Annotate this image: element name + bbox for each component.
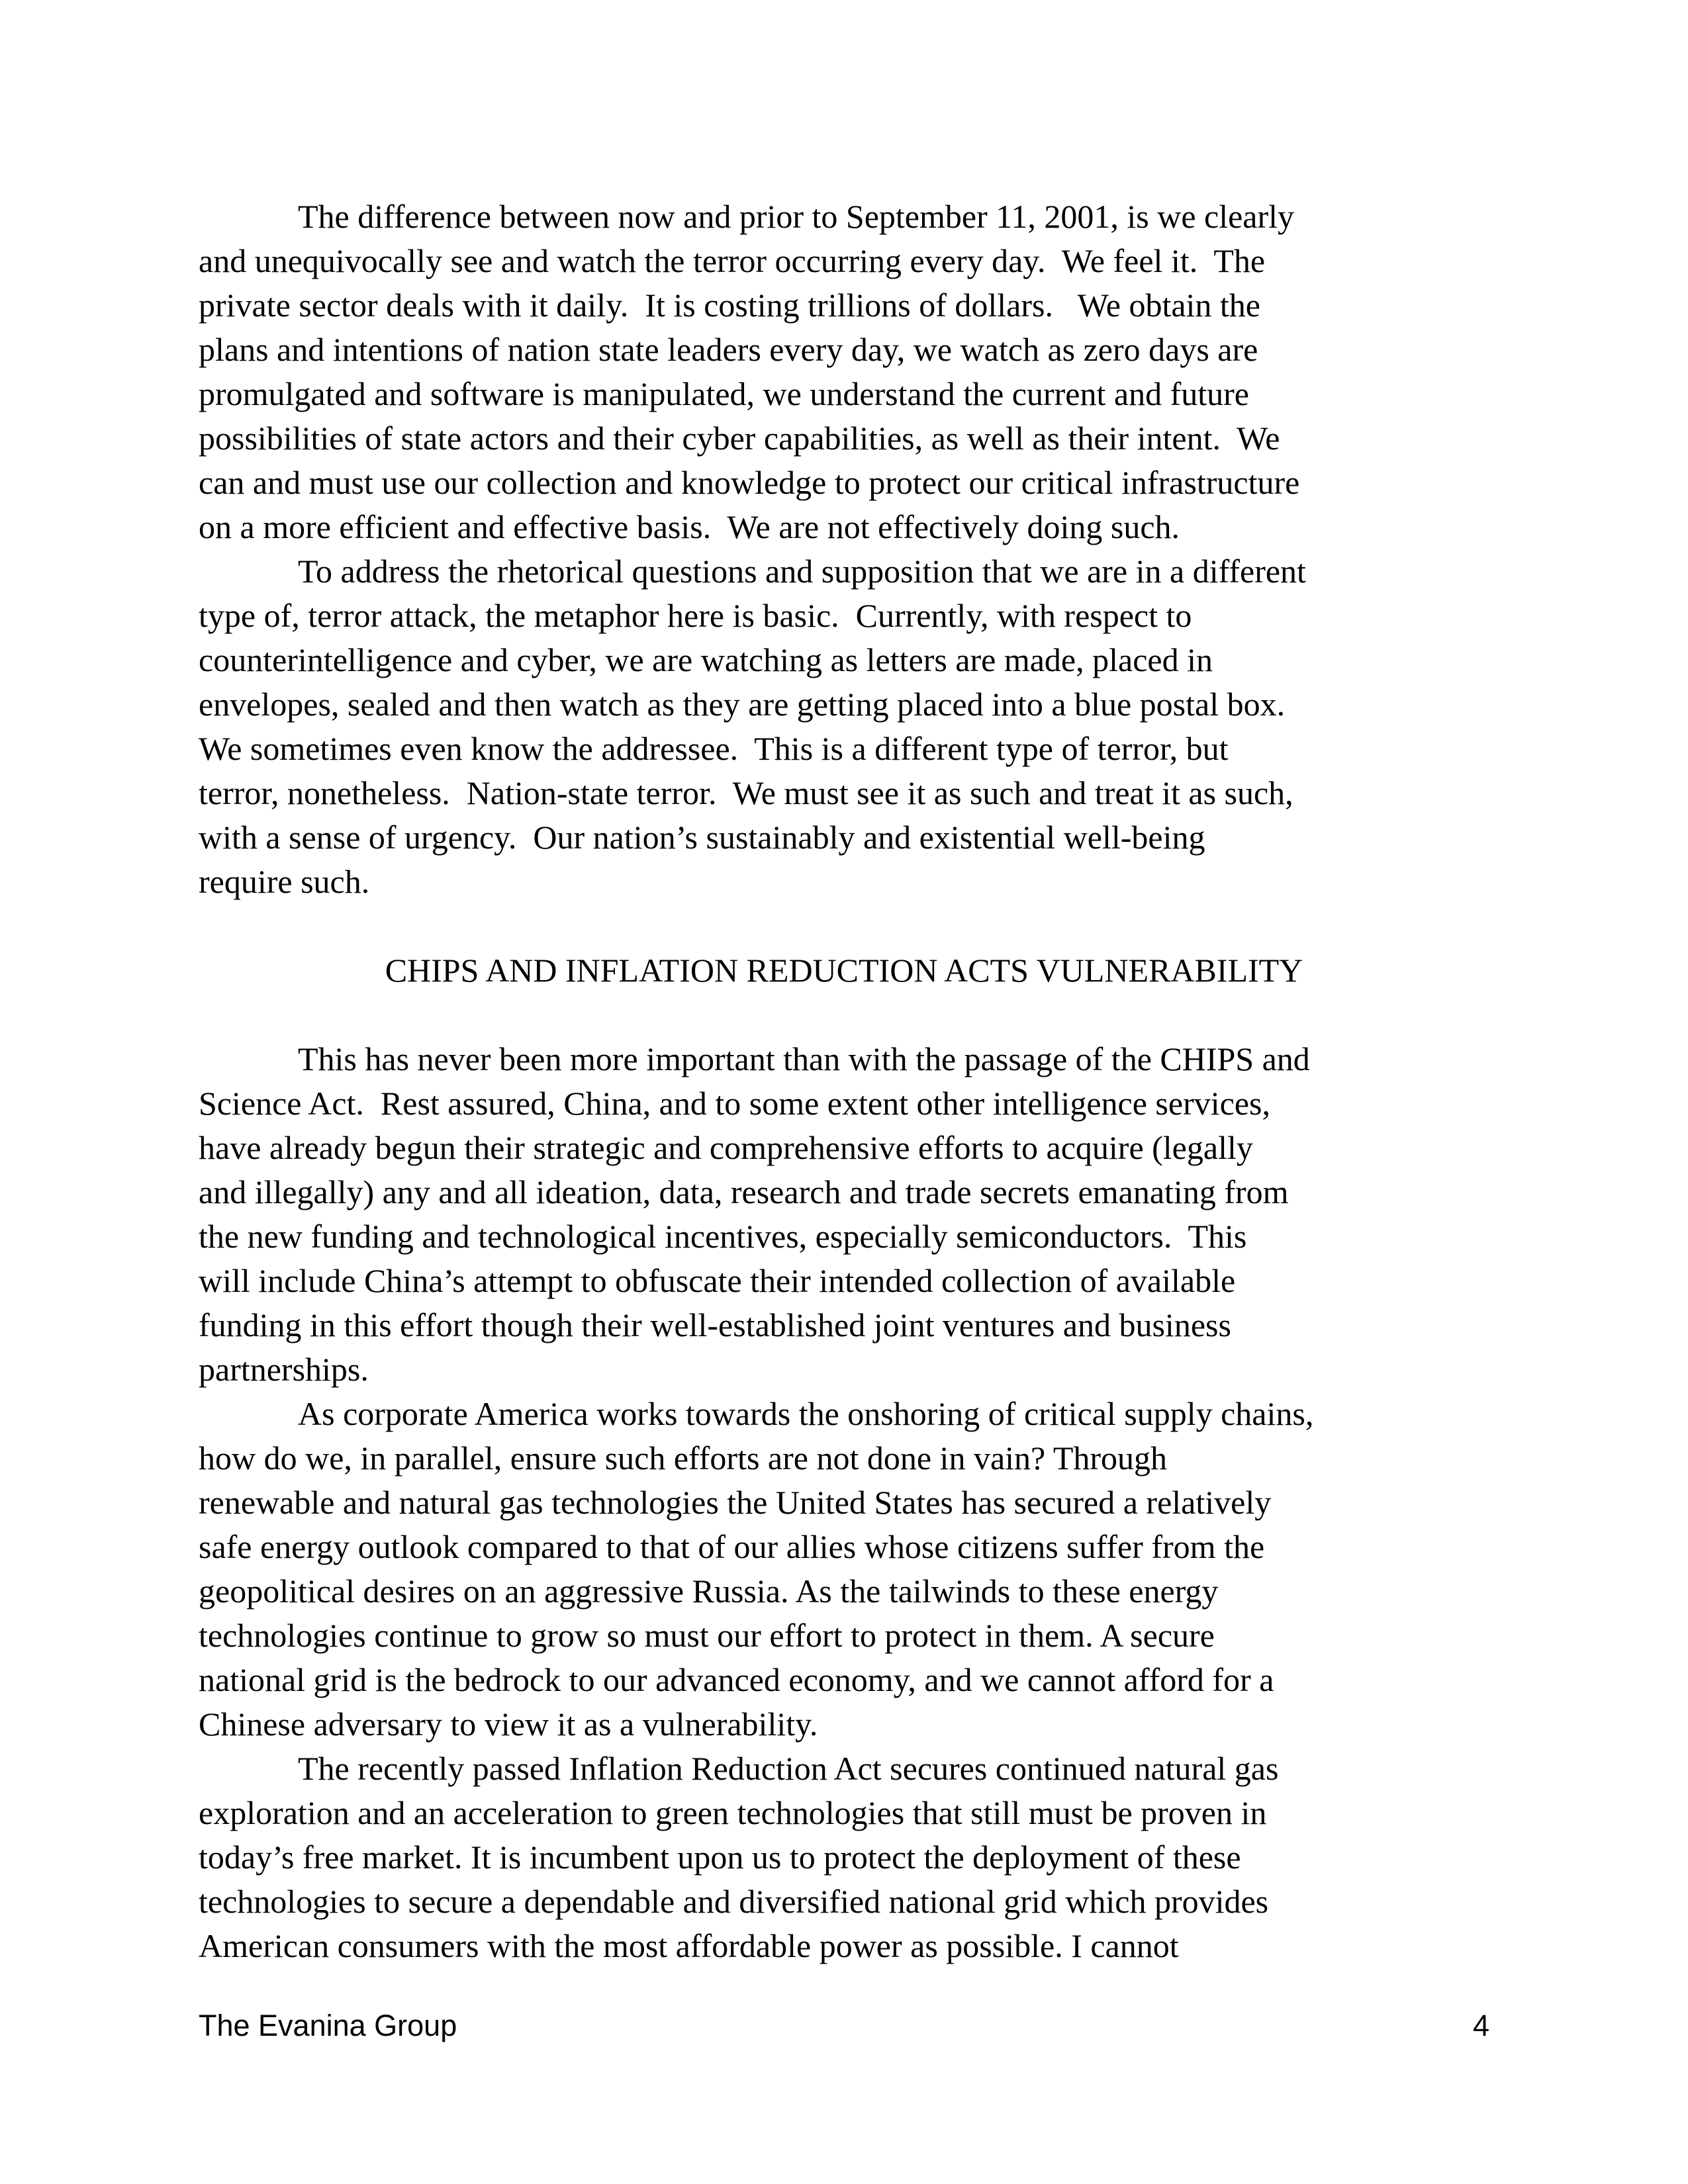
- paragraph-line: national grid is the bedrock to our advanced economy, and we cannot afford for a: [199, 1661, 1274, 1698]
- paragraph-line: Science Act. Rest assured, China, and to some extent other intelligence services,: [199, 1085, 1270, 1122]
- paragraph-line: type of, terror attack, the metaphor here is basic. Currently, with respect to: [199, 597, 1192, 634]
- paragraph-line: partnerships.: [199, 1351, 369, 1388]
- paragraph-line: possibilities of state actors and their cyber capabilities, as well as their intent. We: [199, 420, 1280, 457]
- paragraph-line: have already begun their strategic and comprehensive efforts to acquire (legally: [199, 1129, 1253, 1166]
- paragraph-line: with a sense of urgency. Our nation’s sustainably and existential well-being: [199, 819, 1205, 856]
- paragraph-line: geopolitical desires on an aggressive Russia. As the tailwinds to these energy: [199, 1572, 1219, 1610]
- paragraph-line: envelopes, sealed and then watch as they are getting placed into a blue postal box.: [199, 686, 1286, 723]
- paragraph-line: We sometimes even know the addressee. This is a different type of terror, but: [199, 730, 1229, 767]
- paragraph-line: technologies continue to grow so must our effort to protect in them. A secure: [199, 1617, 1215, 1654]
- paragraph-line: terror, nonetheless. Nation-state terror. We must see it as such and treat it as such,: [199, 774, 1293, 811]
- paragraph-line: how do we, in parallel, ensure such efforts are not done in vain? Through: [199, 1439, 1168, 1477]
- paragraph-line: and illegally) any and all ideation, data, research and trade secrets emanating from: [199, 1173, 1289, 1210]
- paragraph-line: require such.: [199, 863, 370, 900]
- paragraph-line: As corporate America works towards the onshoring of critical supply chains,: [298, 1395, 1314, 1432]
- section-heading: CHIPS AND INFLATION REDUCTION ACTS VULNERABILITY: [385, 952, 1303, 989]
- paragraph-line: counterintelligence and cyber, we are watching as letters are made, placed in: [199, 641, 1213, 678]
- paragraph-line: the new funding and technological incentives, especially semiconductors. This: [199, 1218, 1247, 1255]
- blank-line: [199, 993, 1489, 1037]
- document-body: [199, 195, 1489, 1968]
- paragraph-line: renewable and natural gas technologies the United States has secured a relatively: [199, 1484, 1272, 1521]
- paragraph-line: technologies to secure a dependable and diversified national grid which provides: [199, 1883, 1269, 1920]
- paragraph-line: and unequivocally see and watch the terror occurring every day. We feel it. The: [199, 242, 1266, 279]
- footer-org-name: The Evanina Group: [199, 2009, 457, 2042]
- paragraph-line: private sector deals with it daily. It is costing trillions of dollars. We obtain the: [199, 287, 1261, 324]
- blank-line: [199, 904, 1489, 948]
- paragraph-line: plans and intentions of nation state leaders every day, we watch as zero days are: [199, 331, 1258, 368]
- paragraph-line: American consumers with the most affordable power as possible. I cannot: [199, 1927, 1179, 1964]
- paragraph-line: To address the rhetorical questions and supposition that we are in a different: [298, 553, 1306, 590]
- paragraph-line: will include China’s attempt to obfuscate their intended collection of available: [199, 1262, 1236, 1299]
- footer-page-number: 4: [1472, 2009, 1489, 2042]
- paragraph-line: This has never been more important than with the passage of the CHIPS and: [298, 1040, 1310, 1077]
- paragraph-line: Chinese adversary to view it as a vulnerability.: [199, 1706, 818, 1743]
- paragraph-line: on a more efficient and effective basis. We are not effectively doing such.: [199, 508, 1180, 545]
- paragraph-line: funding in this effort though their well-established joint ventures and business: [199, 1306, 1231, 1343]
- paragraph-line: exploration and an acceleration to green technologies that still must be proven in: [199, 1794, 1267, 1831]
- paragraph-line: The recently passed Inflation Reduction Act secures continued natural gas: [298, 1750, 1279, 1787]
- paragraph-line: can and must use our collection and knowledge to protect our critical infrastructure: [199, 464, 1300, 501]
- paragraph-line: safe energy outlook compared to that of our allies whose citizens suffer from the: [199, 1528, 1265, 1565]
- page-footer: [199, 2009, 1489, 2042]
- paragraph-line: The difference between now and prior to September 11, 2001, is we clearly: [298, 198, 1295, 235]
- paragraph-line: promulgated and software is manipulated, we understand the current and future: [199, 375, 1249, 412]
- paragraph-line: today’s free market. It is incumbent upon us to protect the deployment of these: [199, 1839, 1241, 1876]
